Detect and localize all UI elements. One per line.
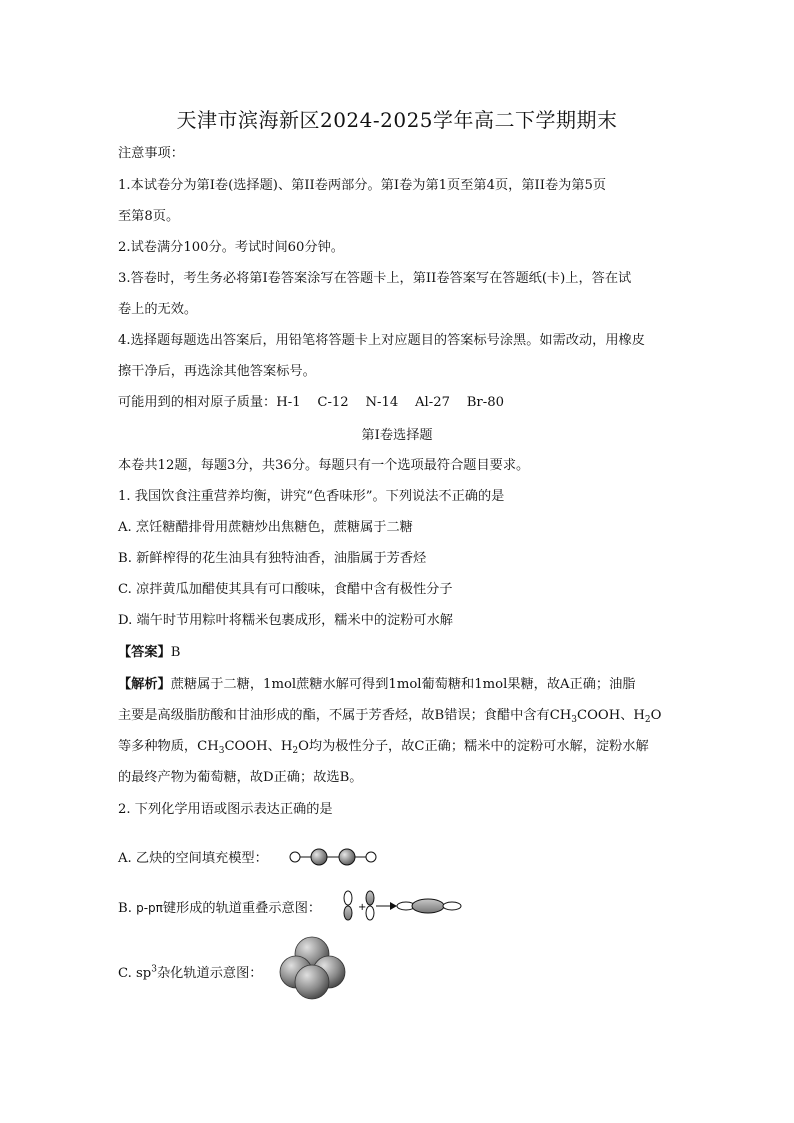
q1-option-b: B. 新鲜榨得的花生油具有独特油香，油脂属于芳香烃 [118,551,427,566]
q1-option-c: C. 凉拌黄瓜加醋使其具有可口酸味，食醋中含有极性分子 [118,582,453,597]
pi-bond-overlap-figure [340,890,465,922]
analysis-text-2: 主要是高级脂肪酸和甘油形成的酯，不属于芳香烃，故B错误；食醋中含有CH [118,708,572,723]
notice-item-4b: 擦干净后，再选涂其他答案标号。 [118,364,316,379]
q1-analysis-line-2: 主要是高级脂肪酸和甘油形成的酯，不属于芳香烃，故B错误；食醋中含有$CH_3COOH$、$H_2O$ [118,708,662,725]
notice-item-3b: 卷上的无效。 [118,302,198,317]
notice-item-2: 2.试卷满分100分。考试时间60分钟。 [118,240,344,255]
svg-text:+: + [358,902,367,913]
analysis-text-1: 蔗糖属于二糖，1mol蔗糖水解可得到1mol葡萄糖和1mol果糖，故A正确；油脂 [170,677,636,692]
p-orbital-lobe [344,891,352,905]
section-instructions: 本卷共12题，每题3分，共36分。每题只有一个选项最符合题目要求。 [118,458,530,473]
q2-stem: 2. 下列化学用语或图示表达正确的是 [118,802,333,817]
arrow-head-icon [390,902,397,910]
q2-option-a-label: A. 乙炔的空间填充模型： [118,851,268,866]
answer-value: B [170,645,181,660]
q1-analysis-line-3: 等多种物质，$CH_3COOH$、$H_2O$均为极性分子，故C正确；糯米中的淀粉可水解，淀粉水解 [118,739,649,756]
q2-option-b-label: B. p-pπ键形成的轨道重叠示意图： [118,901,322,916]
page-title: 天津市滨海新区2024-2025学年高二下学期期末 [176,108,618,132]
orbital-small-lobe [443,902,461,910]
hybrid-orbital-sphere [295,965,329,999]
q2-option-c-label: C. $sp^3$杂化轨道示意图： [118,964,263,981]
q1-answer [118,643,688,663]
carbon-atom [339,849,355,865]
notice-heading: 注意事项： [118,146,184,161]
q1-option-d: D. 端午时节用粽叶将糯米包裹成形，糯米中的淀粉可水解 [118,613,453,628]
atomic-masses: 可能用到的相对原子质量：H-1 C-12 N-14 Al-27 Br-80 [118,395,504,410]
hydrogen-atom [366,852,376,862]
p-orbital-lobe [366,891,374,905]
notice-item-4a: 4.选择题每题选出答案后，用铅笔将答题卡上对应题目的答案标号涂黑。如需改动，用橡皮 [118,333,645,348]
notice-item-1a: 1.本试卷分为第I卷(选择题)、第II卷两部分。第I卷为第1页至第4页，第II卷为第5页 [118,178,607,193]
sp3-hybrid-orbital-figure [276,935,351,1001]
notice-item-1b: 至第8页。 [118,209,180,224]
acetylene-model-figure [285,845,385,869]
notice-item-3a: 3.答卷时，考生务必将第I卷答案涂写在答题卡上，第II卷答案写在答题纸(卡)上，答在试 [118,271,632,286]
answer-label: 【答案】 [118,645,171,660]
orbital-overlap-lobe [412,899,444,913]
q1-option-a: A. 烹饪糖醋排骨用蔗糖炒出焦糖色，蔗糖属于二糖 [118,520,413,535]
q1-analysis-line-4: 的最终产物为葡萄糖，故D正确；故选B。 [118,770,363,785]
p-orbital-lobe [366,906,374,920]
hydrogen-atom [290,852,300,862]
p-orbital-lobe [344,906,352,920]
analysis-label: 【解析】 [118,677,171,692]
carbon-atom [311,849,327,865]
q1-stem: 1. 我国饮食注重营养均衡，讲究“色香味形”。下列说法不正确的是 [118,489,505,504]
section-title: 第I卷选择题 [361,428,433,443]
q1-analysis-line-1 [118,675,688,695]
